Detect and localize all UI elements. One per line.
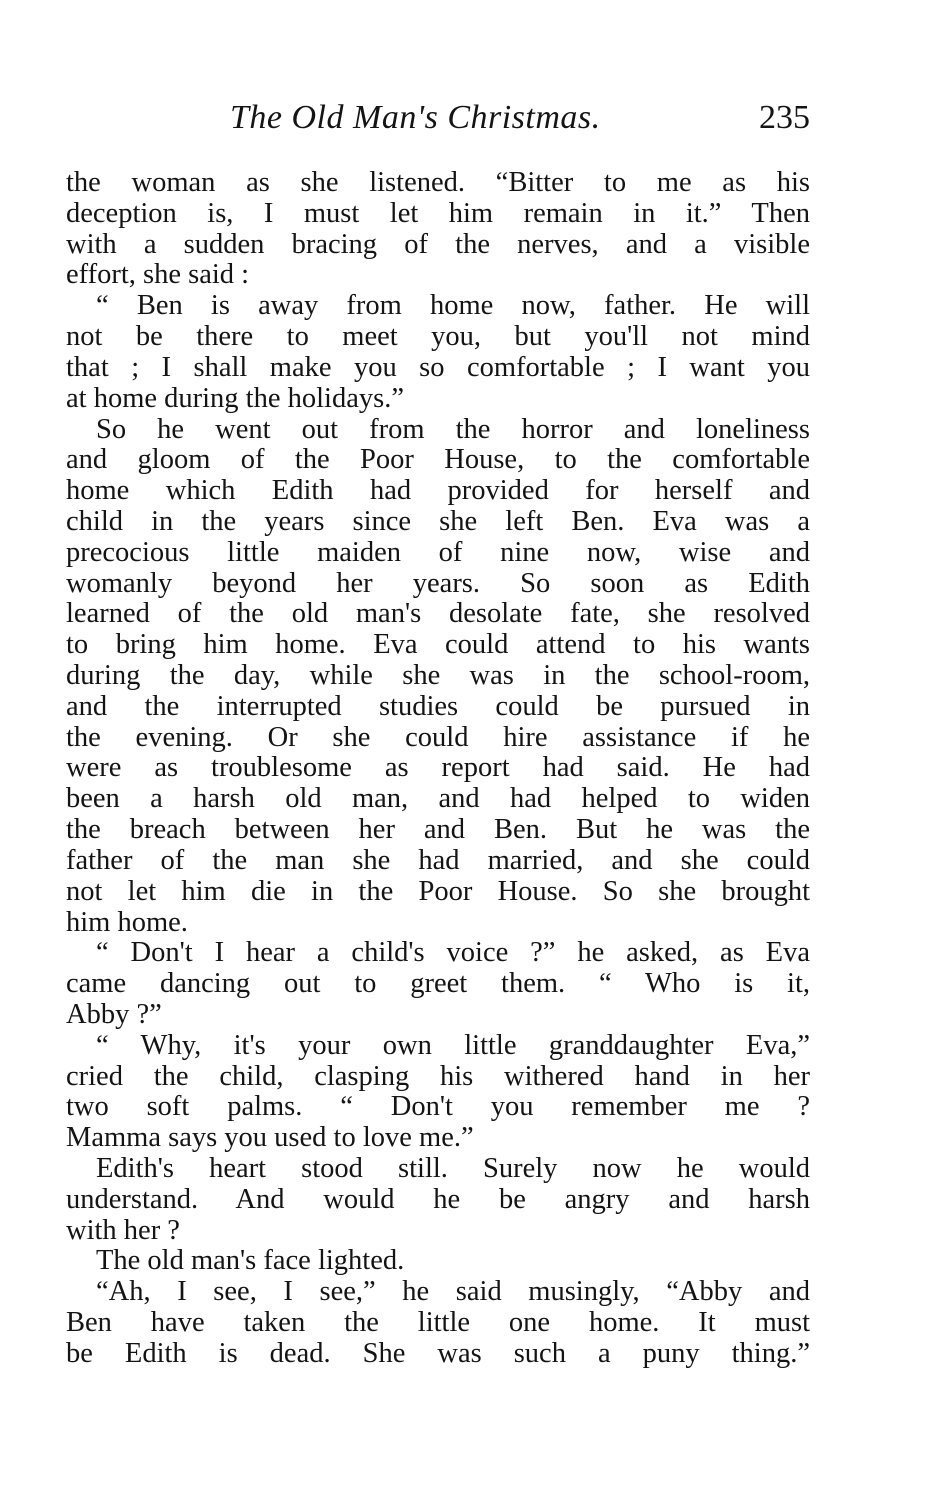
text-line: “ Don't I hear a child's voice ?” he asked, as Eva bbox=[96, 937, 810, 969]
text-line: were as troublesome as report had said. He had bbox=[66, 752, 810, 784]
text-line: came dancing out to greet them. “ Who is it, bbox=[66, 968, 810, 1000]
text-line: two soft palms. “ Don't you remember me ? bbox=[66, 1091, 810, 1123]
running-title: The Old Man's Christmas. bbox=[230, 99, 601, 136]
text-line: him home. bbox=[66, 906, 188, 938]
text-line: womanly beyond her years. So soon as Edith bbox=[66, 567, 810, 599]
text-line: Edith's heart stood still. Surely now he would bbox=[96, 1153, 810, 1184]
text-line: father of the man she had married, and she could bbox=[66, 844, 810, 876]
running-head bbox=[230, 96, 810, 140]
text-line: cried the child, clasping his withered hand in her bbox=[66, 1060, 810, 1092]
body-text bbox=[66, 168, 810, 1370]
text-line: be Edith is dead. She was such a puny thing.” bbox=[66, 1337, 810, 1369]
text-line: and the interrupted studies could be pursued in bbox=[66, 690, 810, 722]
text-line: at home during the holidays.” bbox=[66, 382, 404, 414]
text-line: home which Edith had provided for herself and bbox=[66, 475, 810, 507]
text-line: understand. And would he be angry and harsh bbox=[66, 1183, 810, 1215]
text-line: child in the years since she left Ben. Eva was a bbox=[66, 505, 810, 537]
text-line: to bring him home. Eva could attend to his wants bbox=[66, 629, 810, 661]
text-line: and gloom of the Poor House, to the comfortable bbox=[66, 444, 810, 476]
text-line: precocious little maiden of nine now, wise and bbox=[66, 536, 810, 568]
text-line: the evening. Or she could hire assistance if he bbox=[66, 721, 810, 753]
text-line: “ Why, it's your own little granddaughter Eva,” bbox=[96, 1029, 810, 1061]
text-line: not be there to meet you, but you'll not mind bbox=[66, 321, 810, 353]
text-line: the breach between her and Ben. But he was the bbox=[66, 814, 810, 846]
text-line: not let him die in the Poor House. So she brought bbox=[66, 875, 810, 907]
text-line: the woman as she listened. “Bitter to me as his bbox=[66, 167, 810, 198]
text-line: learned of the old man's desolate fate, she resolved bbox=[66, 598, 810, 630]
text-line: Mamma says you used to love me.” bbox=[66, 1122, 474, 1154]
page-number: 235 bbox=[759, 99, 810, 136]
text-line: So he went out from the horror and loneliness bbox=[96, 413, 810, 445]
text-line: Ben have taken the little one home. It must bbox=[66, 1307, 810, 1339]
text-line: with her ? bbox=[66, 1214, 180, 1246]
text-line: “ Ben is away from home now, father. He will bbox=[96, 290, 810, 322]
text-line: been a harsh old man, and had helped to widen bbox=[66, 783, 810, 815]
text-line: deception is, I must let him remain in it.” Then bbox=[66, 197, 810, 229]
text-line: “Ah, I see, I see,” he said musingly, “Abby and bbox=[96, 1276, 810, 1308]
text-line: during the day, while she was in the school-room, bbox=[66, 660, 810, 691]
text-line: The old man's face lighted. bbox=[96, 1245, 405, 1277]
text-line: with a sudden bracing of the nerves, and a visible bbox=[66, 228, 810, 260]
text-line: that ; I shall make you so comfortable ; I want you bbox=[66, 351, 810, 383]
text-line: effort, she said : bbox=[66, 259, 250, 291]
text-line: Abby ?” bbox=[66, 998, 162, 1030]
